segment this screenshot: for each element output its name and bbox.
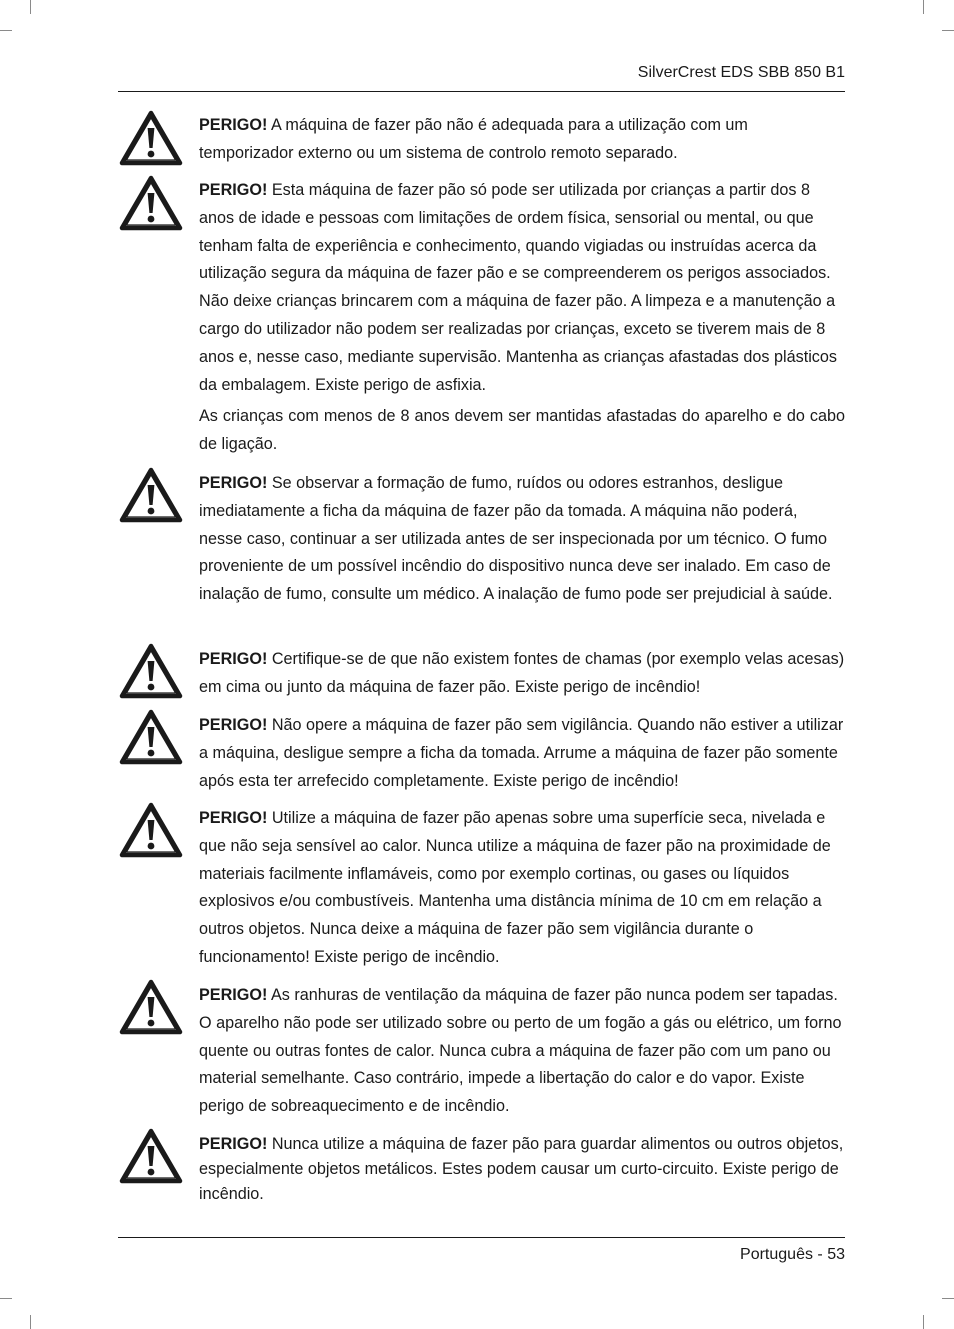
warning-label: PERIGO! bbox=[199, 1135, 268, 1153]
warning-block bbox=[199, 712, 845, 795]
warning-paragraph bbox=[199, 805, 845, 972]
warning-text: Utilize a máquina de fazer pão apenas sobre uma superfície seca, nivelada e que não seja sensível ao calor. Nunca utilize a máquina de fazer pão na proximidade de materiais facilmente inflamáveis, como por exemplo cortinas, ou gases ou líquidos explosivos e/ou combustíveis. Mantenha uma distância mínima de 10 cm em relação a outros objetos. Nunca deixe a máquina de fazer pão sem vigilância durante o funcionamento! Existe perigo de incêndio. bbox=[199, 809, 831, 966]
warning-block bbox=[199, 646, 845, 702]
warning-text: Não opere a máquina de fazer pão sem vigilância. Quando não estiver a utilizar a máquina, desligue sempre a ficha da tomada. Arrume a máquina de fazer pão somente após esta ter arrefecido completamente. Existe perigo de incêndio! bbox=[199, 716, 844, 790]
warning-block bbox=[199, 1132, 845, 1207]
warning-block bbox=[199, 805, 845, 972]
page-header: SilverCrest EDS SBB 850 B1 bbox=[637, 64, 845, 81]
warning-text: Nunca utilize a máquina de fazer pão para guardar alimentos ou outros objetos, especialmente objetos metálicos. Estes podem causar um curto-circuito. Existe perigo de incêndio. bbox=[199, 1135, 844, 1203]
warning-text: Certifique-se de que não existem fontes de chamas (por exemplo velas acesas) em cima ou junto da máquina de fazer pão. Existe perigo de incêndio! bbox=[199, 650, 845, 696]
warning-extra-paragraph: As crianças com menos de 8 anos devem ser mantidas afastadas do aparelho e do cabo de ligação. bbox=[199, 407, 845, 454]
warning-block bbox=[199, 982, 845, 1121]
crop-mark bbox=[942, 30, 954, 31]
warning-text: As ranhuras de ventilação da máquina de fazer pão nunca podem ser tapadas. O aparelho não pode ser utilizado sobre ou perto de um fogão a gás ou elétrico, um forno quente ou outras fontes de calor. Nunca cubra a máquina de fazer pão com um pano ou material semelhante. Caso contrário, impede a libertação do calor e do vapor. Existe perigo de sobreaquecimento e de incêndio. bbox=[199, 986, 842, 1116]
warning-triangle-icon bbox=[119, 110, 183, 166]
crop-mark bbox=[30, 1315, 31, 1329]
warning-triangle-icon bbox=[119, 802, 183, 858]
warning-triangle-icon bbox=[119, 709, 183, 765]
warning-paragraph bbox=[199, 712, 845, 795]
warning-label: PERIGO! bbox=[199, 181, 268, 199]
footer-rule bbox=[118, 1237, 845, 1238]
warning-label: PERIGO! bbox=[199, 716, 268, 734]
crop-mark bbox=[30, 0, 31, 14]
warning-block bbox=[199, 112, 845, 168]
warning-label: PERIGO! bbox=[199, 650, 268, 668]
warning-paragraph bbox=[199, 1132, 845, 1207]
warning-block bbox=[199, 177, 845, 459]
page-footer bbox=[118, 1244, 845, 1266]
warning-paragraph bbox=[199, 982, 845, 1121]
crop-mark bbox=[923, 0, 924, 14]
warning-text: Se observar a formação de fumo, ruídos ou odores estranhos, desligue imediatamente a ficha da máquina de fazer pão da tomada. A máquina não poderá, nesse caso, continuar a ser utilizada antes de ser inspecionada por um técnico. O fumo proveniente de um possível incêndio do dispositivo nunca deve ser inalado. Em caso de inalação de fumo, consulte um médico. A inalação de fumo pode ser prejudicial à saúde. bbox=[199, 474, 833, 604]
warning-triangle-icon bbox=[119, 643, 183, 699]
page-number: 53 bbox=[827, 1246, 845, 1263]
warning-text: A máquina de fazer pão não é adequada para a utilização com um temporizador externo ou um sistema de controlo remoto separado. bbox=[199, 116, 748, 162]
header-rule bbox=[118, 91, 845, 92]
warning-paragraph bbox=[199, 646, 845, 702]
crop-mark bbox=[0, 1298, 12, 1299]
warning-text: Esta máquina de fazer pão só pode ser utilizada por crianças a partir dos 8 anos de idade e pessoas com limitações de ordem física, sensorial ou mental, ou que tenham falta de experiência e conhecimento, quando vigiadas ou instruídas acerca da utilização segura da máquina de fazer pão e se compreenderem os perigos associados. Não deixe crianças brincarem com a máquina de fazer pão. A limpeza e a manutenção a cargo do utilizador não podem ser realizadas por crianças, exceto se tiverem mais de 8 anos e, nesse caso, mediante supervisão. Mantenha as crianças afastadas dos plásticos da embalagem. Existe perigo de asfixia. bbox=[199, 181, 837, 394]
warning-triangle-icon bbox=[119, 175, 183, 231]
warning-paragraph bbox=[199, 112, 845, 168]
warning-paragraph bbox=[199, 470, 845, 609]
crop-mark bbox=[942, 1298, 954, 1299]
footer-language: Português bbox=[740, 1246, 813, 1263]
warning-label: PERIGO! bbox=[199, 809, 268, 827]
warning-label: PERIGO! bbox=[199, 116, 268, 134]
warning-label: PERIGO! bbox=[199, 986, 268, 1004]
footer-separator: - bbox=[817, 1246, 823, 1263]
warning-triangle-icon bbox=[119, 467, 183, 523]
crop-mark bbox=[0, 30, 12, 31]
warning-paragraph bbox=[199, 177, 845, 399]
crop-mark bbox=[923, 1315, 924, 1329]
warning-label: PERIGO! bbox=[199, 474, 268, 492]
warning-triangle-icon bbox=[119, 979, 183, 1035]
warning-triangle-icon bbox=[119, 1128, 183, 1184]
warning-block bbox=[199, 470, 845, 609]
